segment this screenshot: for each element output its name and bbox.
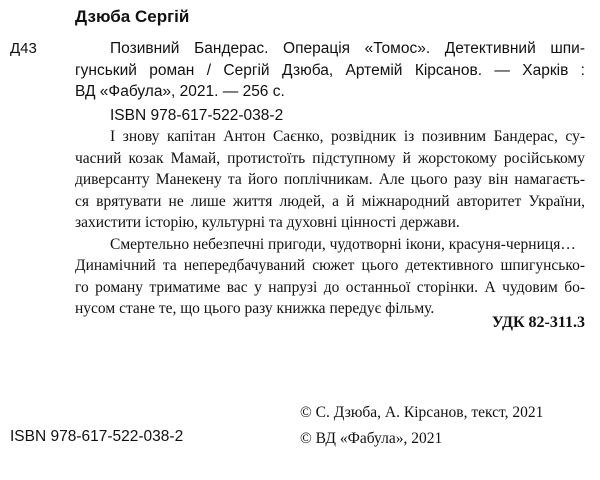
annotation-line: захистити історію, культурні та духовні цінності держави. (75, 214, 460, 231)
biblio-line: ВД «Фабула», 2021. — 256 с. (75, 83, 285, 100)
annotation-line: І знову капітан Антон Саєнко, розвідник із позивним Бандерас, су- (110, 128, 585, 145)
annotation (75, 126, 585, 320)
isbn-bottom: ISBN 978-617-522-038-2 (10, 428, 184, 445)
biblio-line: Позивний Бандерас. Операція «Томос». Детективний шпи- (110, 40, 585, 57)
annotation-line: ся врятувати не лише життя людей, а й міжнародний авторитет України, (75, 192, 585, 210)
annotation-line: диверсанту Манекену та його поплічникам. Але цього разу він намагаєть- (75, 171, 585, 188)
annotation-line: Смертельно небезпечні пригоди, чудотворні ікони, красуня-черниця… (110, 235, 576, 253)
udk-code: УДК 82-311.3 (491, 314, 585, 331)
copyright-line: © С. Дзюба, А. Кірсанов, текст, 2021 (300, 404, 544, 421)
copyright-block (300, 400, 543, 452)
isbn-top: ISBN 978-617-522-038-2 (110, 107, 284, 124)
bibliographic-description (75, 38, 585, 103)
annotation-line: часний козак Мамай, протистоїть підступному й жорстокому російському (75, 149, 585, 167)
annotation-line: Динамічний та непередбачуваний сюжет цього детективного шпигунсько- (75, 257, 585, 274)
classification-code: Д43 (10, 40, 37, 57)
annotation-line: нусом стане те, що цього разу книжка передує фільму. (75, 300, 435, 317)
biblio-line: гунський роман / Сергій Дзюба, Артемій Кірсанов. — Харків : (75, 61, 585, 79)
copyright-line: © ВД «Фабула», 2021 (300, 430, 443, 447)
author-name: Дзюба Сергій (75, 7, 190, 26)
annotation-line: го роману триматиме вас у напрузі до останньої сторінки. А чудовим бо- (75, 278, 585, 296)
